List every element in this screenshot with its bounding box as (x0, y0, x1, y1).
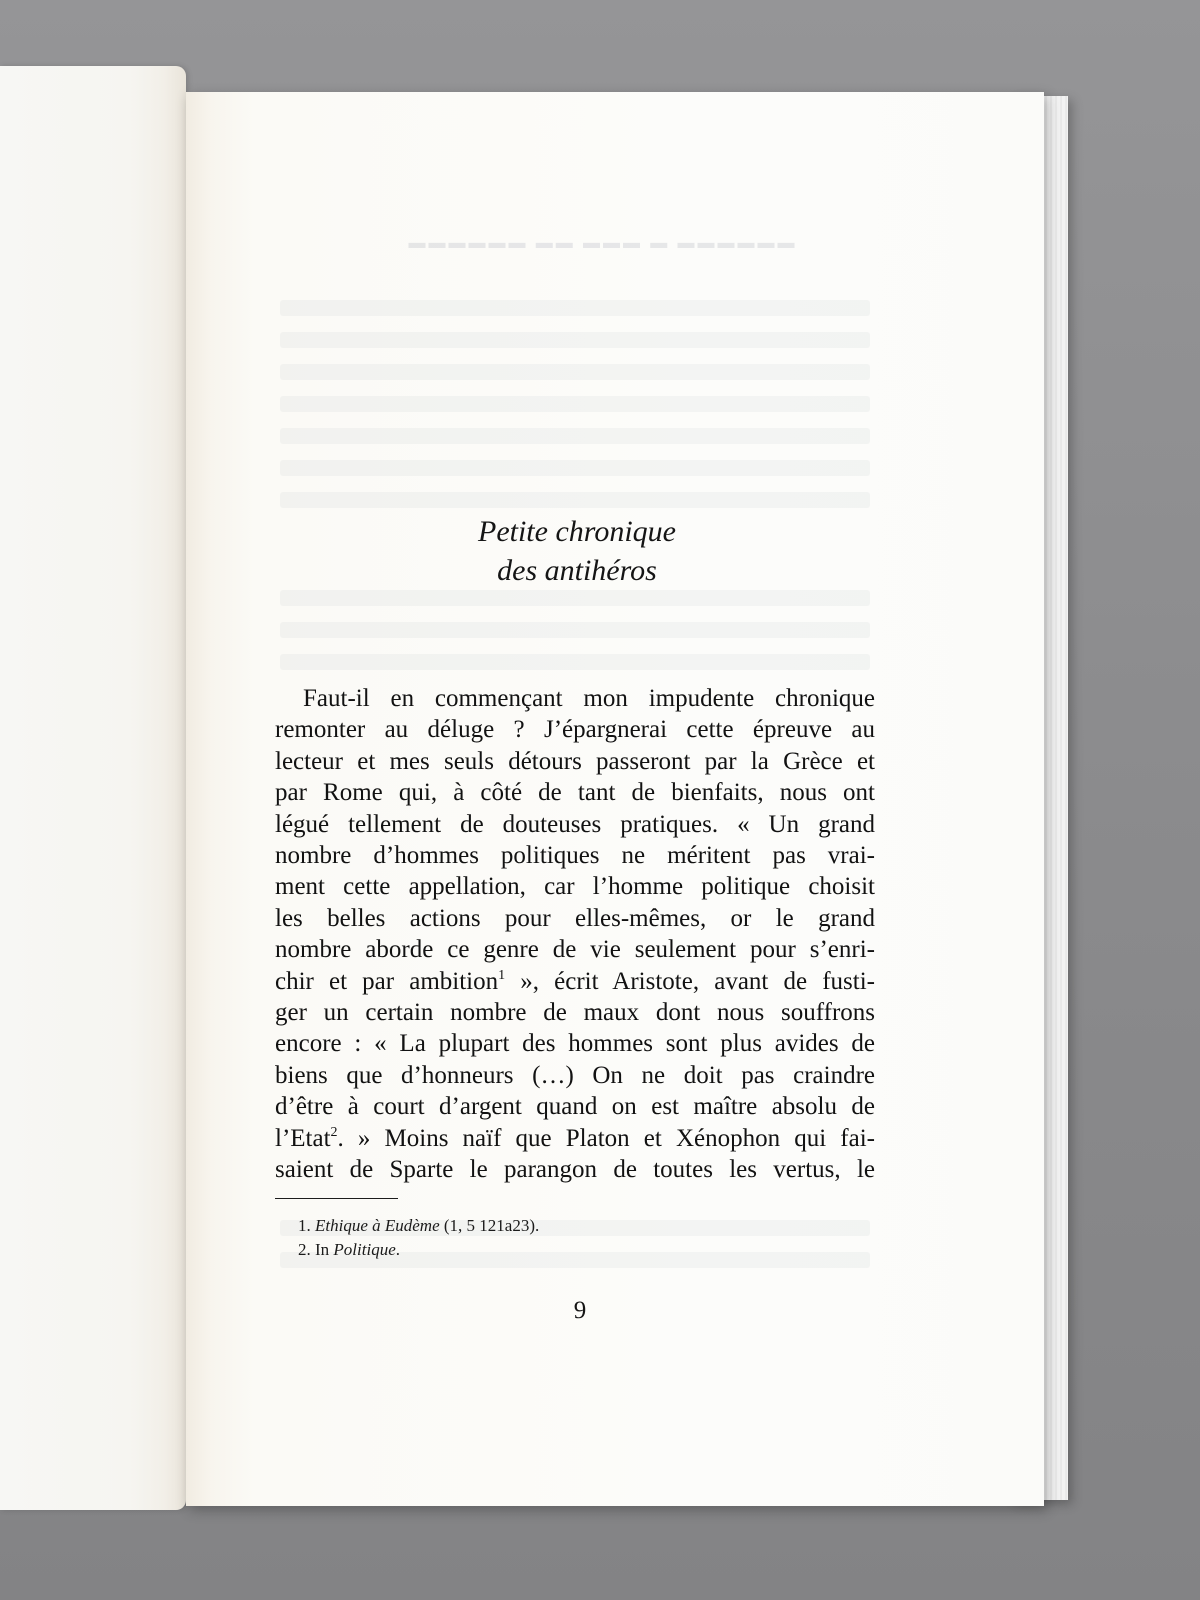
chapter-title-line-1: Petite chronique (478, 515, 676, 548)
body-line (275, 966, 875, 997)
footnote-prefix: In (315, 1240, 334, 1259)
footnote-2 (298, 1238, 798, 1262)
body-line-part: . » Moins naïf que Platon et Xénophon qui fai- (337, 1124, 875, 1152)
show-through-line (280, 654, 870, 670)
show-through-line (280, 492, 870, 508)
show-through-line (280, 300, 870, 316)
body-line (275, 1123, 875, 1154)
show-through-line (280, 590, 870, 606)
body-text (275, 683, 875, 1186)
footnote-number: 2. (298, 1240, 311, 1259)
footnote-ref[interactable]: 2 (330, 1124, 338, 1140)
body-line: ment cette appellation, car l’homme politique choisit (275, 873, 875, 901)
footnotes (298, 1214, 798, 1262)
body-line: ger un certain nombre de maux dont nous souffrons (275, 999, 875, 1027)
left-page (0, 66, 186, 1510)
page-number: 9 (573, 1297, 587, 1324)
body-line-part: », écrit Aristote, avant de fusti- (505, 967, 876, 995)
footnote-rule (275, 1198, 398, 1199)
chapter-title-line-2: des antihéros (497, 554, 657, 587)
show-through-line (280, 428, 870, 444)
footnote-title: Ethique à Eudème (315, 1216, 440, 1235)
chapter-title (400, 512, 754, 590)
show-through-line (280, 396, 870, 412)
footnote-number: 1. (298, 1216, 311, 1235)
body-line: remonter au déluge ? J’épargnerai cette épreuve au (275, 716, 875, 744)
show-through-line (280, 364, 870, 380)
body-line: légué tellement de douteuses pratiques. « Un grand (275, 810, 875, 838)
body-line: nombre aborde ce genre de vie seulement pour s’enri- (275, 936, 875, 964)
body-line: Faut-il en commençant mon impudente chronique (303, 685, 875, 712)
show-through-line (280, 460, 870, 476)
footnote-ref[interactable]: 1 (498, 967, 506, 983)
body-line: par Rome qui, à côté de tant de bienfaits, nous ont (275, 779, 875, 807)
footnote-suffix: . (395, 1240, 400, 1259)
footnote-detail: (1, 5 121a23). (439, 1216, 540, 1235)
body-line: biens que d’honneurs (…) On ne doit pas craindre (275, 1061, 875, 1089)
show-through-line (280, 622, 870, 638)
body-line: les belles actions pour elles-mêmes, or le grand (275, 904, 875, 932)
footnote-title: Politique (333, 1240, 396, 1259)
footnote-1 (298, 1214, 798, 1238)
body-line: lecteur et mes seuls détours passeront par la Grèce et (275, 747, 875, 775)
show-through-running-head: ▬▬▬▬▬▬ ▬ ▬▬▬ ▬▬ ▬▬▬▬▬▬ (405, 233, 795, 252)
body-line: d’être à court d’argent quand on est maître absolu de (275, 1093, 875, 1121)
body-line: nombre d’hommes politiques ne méritent pas vrai- (275, 842, 875, 870)
body-line: saient de Sparte le parangon de toutes les vertus, le (275, 1156, 875, 1184)
show-through-line (280, 332, 870, 348)
body-line-part: l’Etat (275, 1124, 331, 1152)
body-line-part: chir et par ambition (275, 967, 499, 995)
body-line: encore : « La plupart des hommes sont plus avides de (275, 1030, 875, 1058)
